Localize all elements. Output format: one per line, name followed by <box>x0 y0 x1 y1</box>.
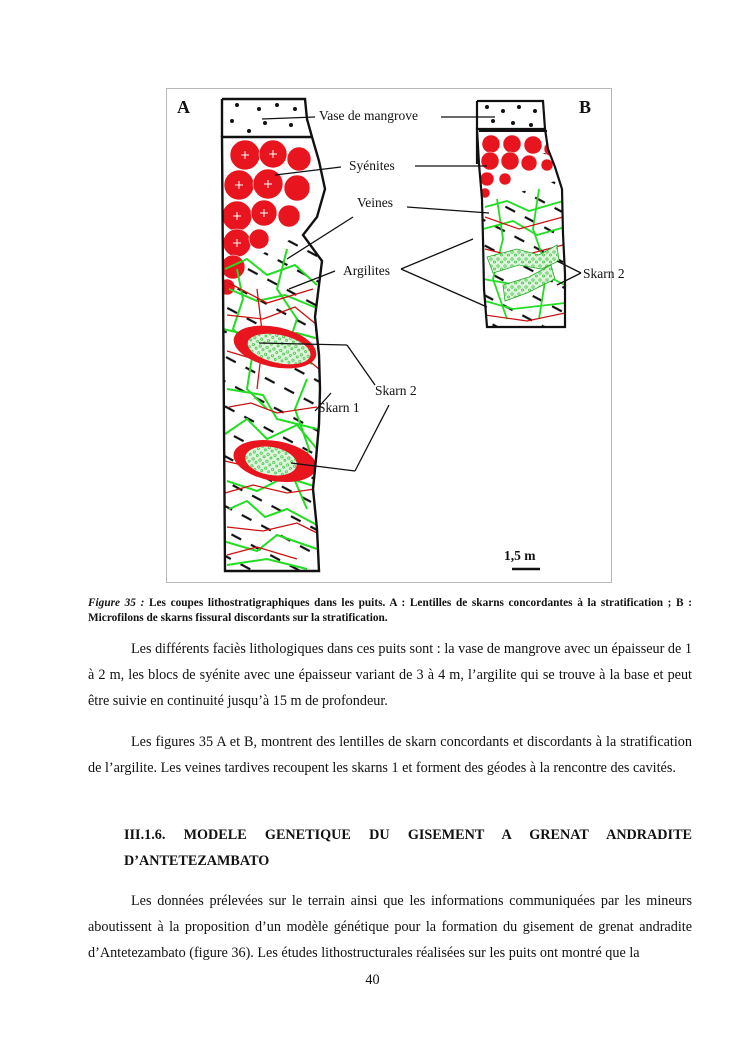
label-argilites: Argilites <box>343 263 390 278</box>
figure-number: Figure 35 : <box>88 597 145 609</box>
lithostratigraphic-sections <box>167 89 625 584</box>
paragraph-1: Les différents faciès lithologiques dans ces puits sont : la vase de mangrove avec un épaisseur de 1 à 2 m, les blocs de syénite avec une épaisseur variant de 3 à 4 m, l’argilite qui se trouve à la base et peut être suivie en continuité jusqu’à 15 m de profondeur. <box>88 641 692 709</box>
figure-35 <box>166 88 625 583</box>
label-skarn-2-b: Skarn 2 <box>583 266 625 281</box>
label-skarn-1: Skarn 1 <box>318 400 360 415</box>
scale-bar-label: 1,5 m <box>504 548 536 563</box>
mud-dots-b <box>485 105 537 127</box>
page-number: 40 <box>365 972 380 988</box>
paragraph-2: Les figures 35 A et B, montrent des lentilles de skarn concordants et discordants à la stratification de l’argilite. Les veines tardives recoupent les skarns 1 et forment des géodes à la rencontre des cavités. <box>88 734 692 776</box>
section-b-column <box>467 101 577 339</box>
panel-b-label: B <box>579 97 592 117</box>
section-heading: III.1.6. MODELE GENETIQUE DU GISEMENT A GRENAT ANDRADITE D’ANTETEZAMBATO <box>124 827 692 869</box>
label-veines: Veines <box>357 195 393 210</box>
paragraph-3: Les données prélevées sur le terrain ainsi que les informations communiquées par les mineurs aboutissent à la proposition d’un modèle génétique pour la formation du gisement de grenat andradite d’Antetezambato (figure 36). Les études lithostructurales réalisées sur les puits ont montré que la <box>88 893 692 961</box>
label-syenites: Syénites <box>349 158 395 173</box>
panel-a-label: A <box>177 97 190 117</box>
figure-caption <box>88 596 692 626</box>
label-vase-de-mangrove: Vase de mangrove <box>319 108 418 123</box>
label-skarn-2-a: Skarn 2 <box>375 383 417 398</box>
caption-text: Les coupes lithostratigraphiques dans les puits. A : Lentilles de skarns concordantes à la stratification ; B : Microfilons de skarns fissural discordants sur la stratification. <box>88 597 692 624</box>
